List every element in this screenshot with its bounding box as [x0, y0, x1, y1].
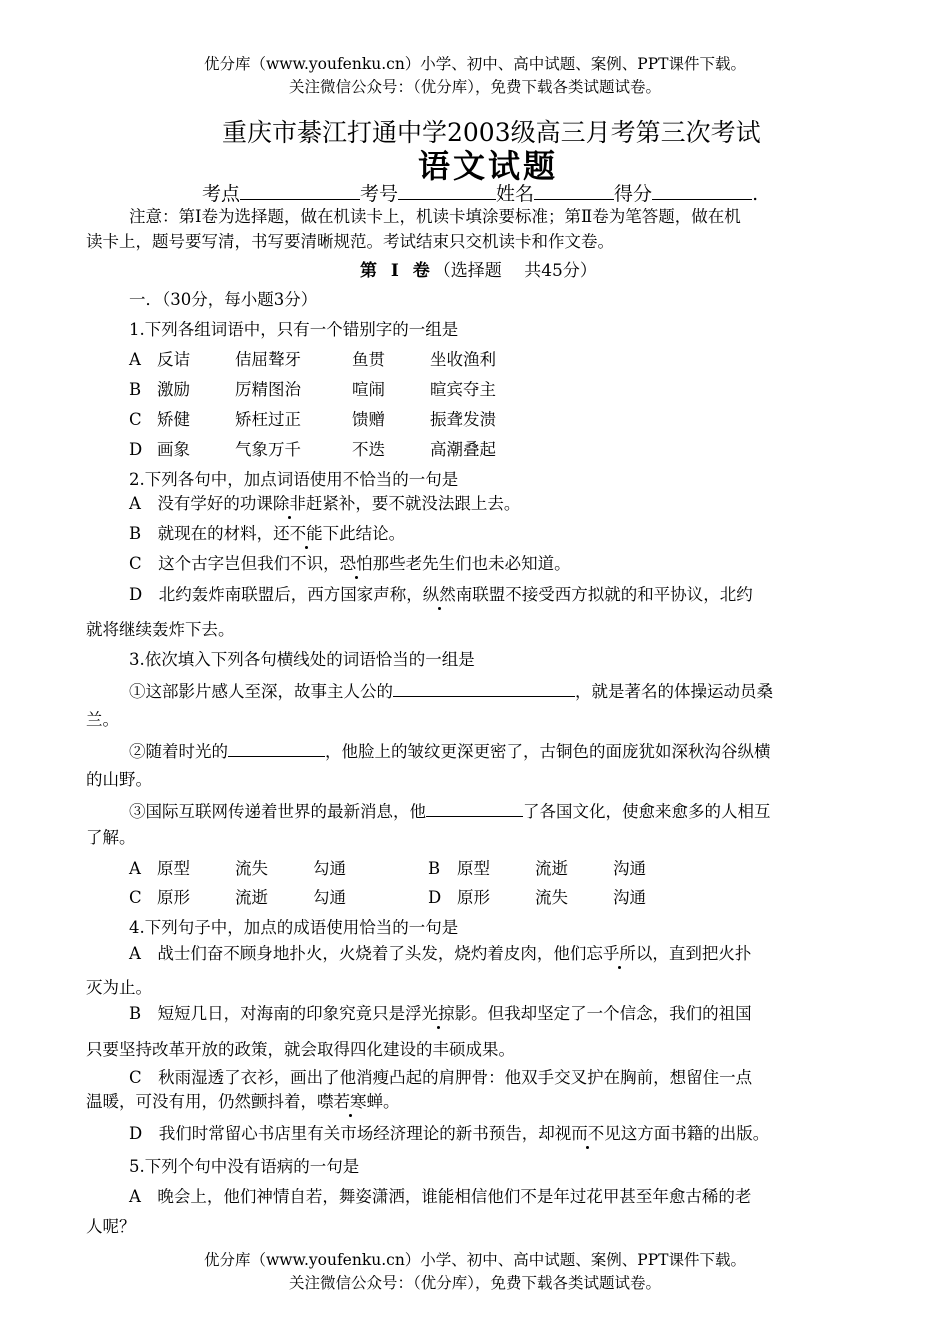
part-one-heading: 一．（30分，每小题3分）	[129, 290, 318, 309]
q1-stem: 1.下列各组词语中，只有一个错别字的一组是	[129, 320, 459, 339]
q3-sentence-1: ①这部影片感人至深，故事主人公的 ，就是著名的体操运动员桑	[129, 682, 773, 701]
info-label-name: 姓名	[496, 183, 535, 205]
q3-sentence-3-cont: 了解。	[86, 828, 136, 847]
q4-option-a-cont: 灭为止。	[86, 978, 152, 997]
q3-blank-3[interactable]	[426, 800, 523, 817]
section-note: （选择题 共45分）	[433, 261, 597, 281]
info-label-score: 得分	[614, 183, 653, 205]
q2-option-c: C 这个古字岂但我们不识，恐怕那些老先生们也未必知道。	[129, 554, 571, 573]
q4-option-d: D 我们时常留心书店里有关市场经济理论的新书预告，却视而不见这方面书籍的出版。	[129, 1124, 770, 1143]
exam-title: 重庆市綦江打通中学2003级高三月考第三次考试	[222, 118, 761, 147]
q2-stem: 2.下列各句中，加点词语使用不恰当的一句是	[129, 470, 459, 489]
number-field[interactable]	[398, 183, 496, 200]
q3-sentence-2-cont: 的山野。	[86, 770, 152, 789]
emphasis-dotted: 浮光掠影	[405, 1004, 472, 1023]
header-line-2: 关注微信公众号：（优分库），免费下载各类试题试卷。	[288, 78, 661, 96]
q2-option-d: D 北约轰炸南联盟后，西方国家声称，纵然南联盟不接受西方拟就的和平协议，北约	[129, 585, 753, 604]
emphasis-dotted: 视而不见	[554, 1124, 621, 1143]
emphasis-dotted: 忘乎所以	[586, 944, 653, 963]
q4-option-b-cont: 只要坚持改革开放的政策，就会取得四化建设的丰硕成果。	[86, 1040, 515, 1059]
q2-option-d-cont: 就将继续轰炸下去。	[86, 620, 235, 639]
q2-option-a: A 没有学好的功课除非赶紧补，要不就没法跟上去。	[129, 494, 521, 513]
q3-blank-2[interactable]	[228, 740, 325, 757]
footer-line-2: 关注微信公众号：（优分库），免费下载各类试题试卷。	[288, 1274, 661, 1292]
q5-option-a-cont: 人呢？	[86, 1217, 136, 1236]
site-field[interactable]	[240, 183, 360, 200]
q4-stem: 4.下列句子中，加点的成语使用恰当的一句是	[129, 918, 459, 937]
q5-option-a: A 晚会上，他们神情自若，舞姿潇洒，谁能相信他们不是年过花甲甚至年愈古稀的老	[129, 1187, 752, 1206]
name-field[interactable]	[534, 183, 614, 200]
q2-option-b: B 就现在的材料，还不能下此结论。	[129, 524, 406, 543]
q4-option-c-cont: 温暖，可没有用，仍然颤抖着，噤若寒蝉。	[86, 1092, 400, 1111]
q3-sentence-2: ②随着时光的 ，他脸上的皱纹更深更密了，古铜色的面庞犹如深秋沟谷纵横	[129, 742, 771, 761]
emphasis-dotted: 除非	[272, 494, 306, 513]
emphasis-dotted: 纵然	[422, 585, 456, 604]
notice-line-1: 注意：第Ⅰ卷为选择题，做在机读卡上，机读卡填涂要标准；第Ⅱ卷为笔答题，做在机	[129, 207, 741, 226]
notice-line-2: 读卡上，题号要写清，书写要清晰规范。考试结束只交机读卡和作文卷。	[86, 232, 614, 251]
info-end: .	[752, 183, 759, 205]
info-label-site: 考点	[202, 183, 241, 205]
info-label-number: 考号	[360, 183, 399, 205]
q5-stem: 5.下列个句中没有语病的一句是	[129, 1157, 360, 1176]
emphasis-dotted: 噤若寒蝉	[317, 1092, 383, 1111]
info-fields	[202, 182, 758, 206]
emphasis-dotted: 恐怕	[339, 554, 373, 573]
q4-option-a: A 战士们奋不顾身地扑火，火烧着了头发，烧灼着皮肉，他们忘乎所以，直到把火扑	[129, 944, 752, 963]
q4-option-b: B 短短几日，对海南的印象究竟只是浮光掠影。但我却坚定了一个信念，我们的祖国	[129, 1004, 752, 1023]
q3-sentence-3: ③国际互联网传递着世界的最新消息，他 了各国文化，使愈来愈多的人相互	[129, 802, 771, 821]
q3-sentence-1-cont: 兰。	[86, 710, 119, 729]
footer-line-1: 优分库（www.youfenku.cn）小学、初中、高中试题、案例、PPT课件下载。	[203, 1251, 747, 1269]
q3-stem: 3.依次填入下列各句横线处的词语恰当的一组是	[129, 650, 475, 669]
section-heading	[360, 261, 597, 281]
q3-blank-1[interactable]	[393, 680, 575, 697]
q4-option-c: C 秋雨湿透了衣衫，画出了他消瘦凸起的肩胛骨：他双手交叉护在胸前，想留住一点	[129, 1068, 753, 1087]
score-field[interactable]	[652, 183, 752, 200]
emphasis-dotted: 不能	[289, 524, 323, 543]
header-line-1: 优分库（www.youfenku.cn）小学、初中、高中试题、案例、PPT课件下载。	[203, 55, 747, 73]
section-title: 第 Ⅰ 卷	[360, 261, 434, 281]
exam-subtitle: 语文试题	[418, 147, 559, 185]
